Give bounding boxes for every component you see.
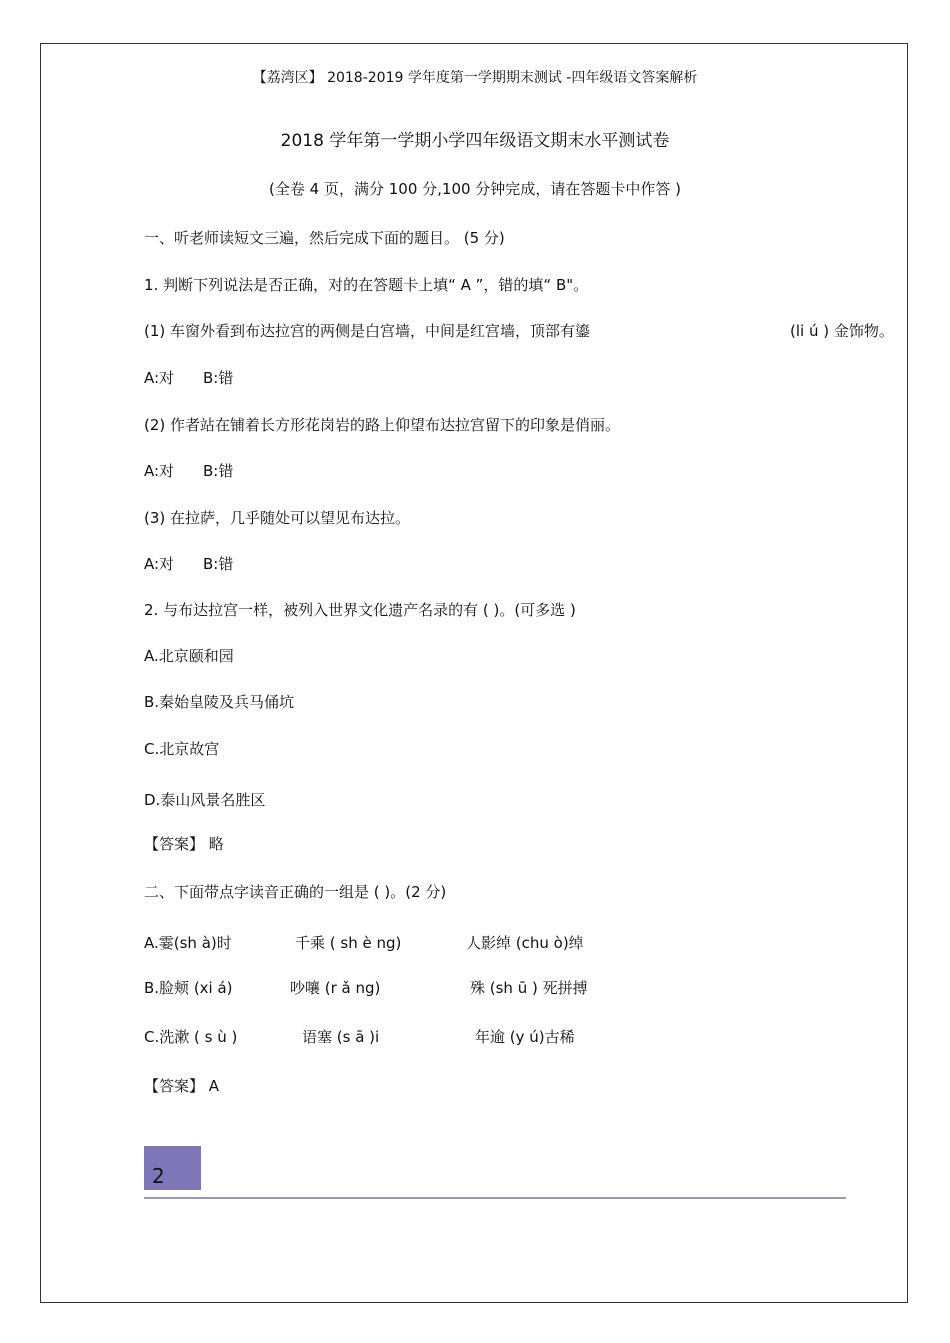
row-c-col1: C.洗漱 ( s ù ): [144, 1028, 238, 1046]
row-b-col1: B.脸颊 (xi á): [144, 979, 233, 997]
item-3-text: (3) 在拉萨，几乎随处可以望见布达拉。: [144, 509, 411, 527]
page-number: 2: [152, 1164, 165, 1188]
row-a-col1: A.霎(sh à)时: [144, 934, 232, 952]
item-1-pinyin: (li ú ) 金饰物。: [790, 322, 894, 340]
row-b-col3: 殊 (sh ū ) 死拼搏: [470, 979, 588, 997]
section2-answer: 【答案】 A: [144, 1077, 220, 1095]
q2-option-a: A.北京颐和园: [144, 647, 234, 665]
item-2-text: (2) 作者站在铺着长方形花岗岩的路上仰望布达拉宫留下的印象是俏丽。: [144, 416, 621, 434]
question-1: 1. 判断下列说法是否正确，对的在答题卡上填“ A ”，错的填“ B"。: [144, 276, 589, 294]
footer-rule: [144, 1197, 846, 1199]
row-c-col2: 语塞 (s ā )i: [302, 1028, 380, 1046]
item-3-option-b: B:错: [203, 555, 234, 573]
row-a-col2: 千乘 ( sh è ng): [295, 934, 402, 952]
row-c-col3: 年逾 (y ú)古稀: [475, 1028, 575, 1046]
document-header: 【荔湾区】 2018-2019 学年度第一学期期末测试 -四年级语文答案解析: [252, 70, 698, 86]
item-1-text: (1) 车窗外看到布达拉宫的两侧是白宫墙，中间是红宫墙，顶部有鎏: [144, 322, 591, 340]
q2-option-d: D.泰山风景名胜区: [144, 791, 266, 809]
item-2-option-b: B:错: [203, 462, 234, 480]
page-number-box: [144, 1146, 201, 1190]
item-3-option-a: A:对: [144, 555, 175, 573]
q2-option-b: B.秦始皇陵及兵马俑坑: [144, 693, 295, 711]
row-a-col3: 人影绰 (chu ò)绰: [466, 934, 584, 952]
item-2-option-a: A:对: [144, 462, 175, 480]
question-2: 2. 与布达拉宫一样，被列入世界文化遗产名录的有 ( )。(可多选 ): [144, 601, 576, 619]
section2-heading: 二、下面带点字读音正确的一组是 ( )。(2 分): [144, 883, 447, 901]
item-1-option-b: B:错: [203, 369, 234, 387]
section1-heading: 一、听老师读短文三遍，然后完成下面的题目。 (5 分): [144, 229, 505, 247]
q2-option-c: C.北京故宫: [144, 740, 220, 758]
section1-answer: 【答案】 略: [144, 835, 224, 853]
exam-instructions: (全卷 4 页，满分 100 分,100 分钟完成，请在答题卡中作答 ): [269, 180, 681, 198]
item-1-option-a: A:对: [144, 369, 175, 387]
row-b-col2: 吵嚷 (r ǎ ng): [290, 979, 381, 997]
page-title: 2018 学年第一学期小学四年级语文期末水平测试卷: [280, 131, 670, 151]
